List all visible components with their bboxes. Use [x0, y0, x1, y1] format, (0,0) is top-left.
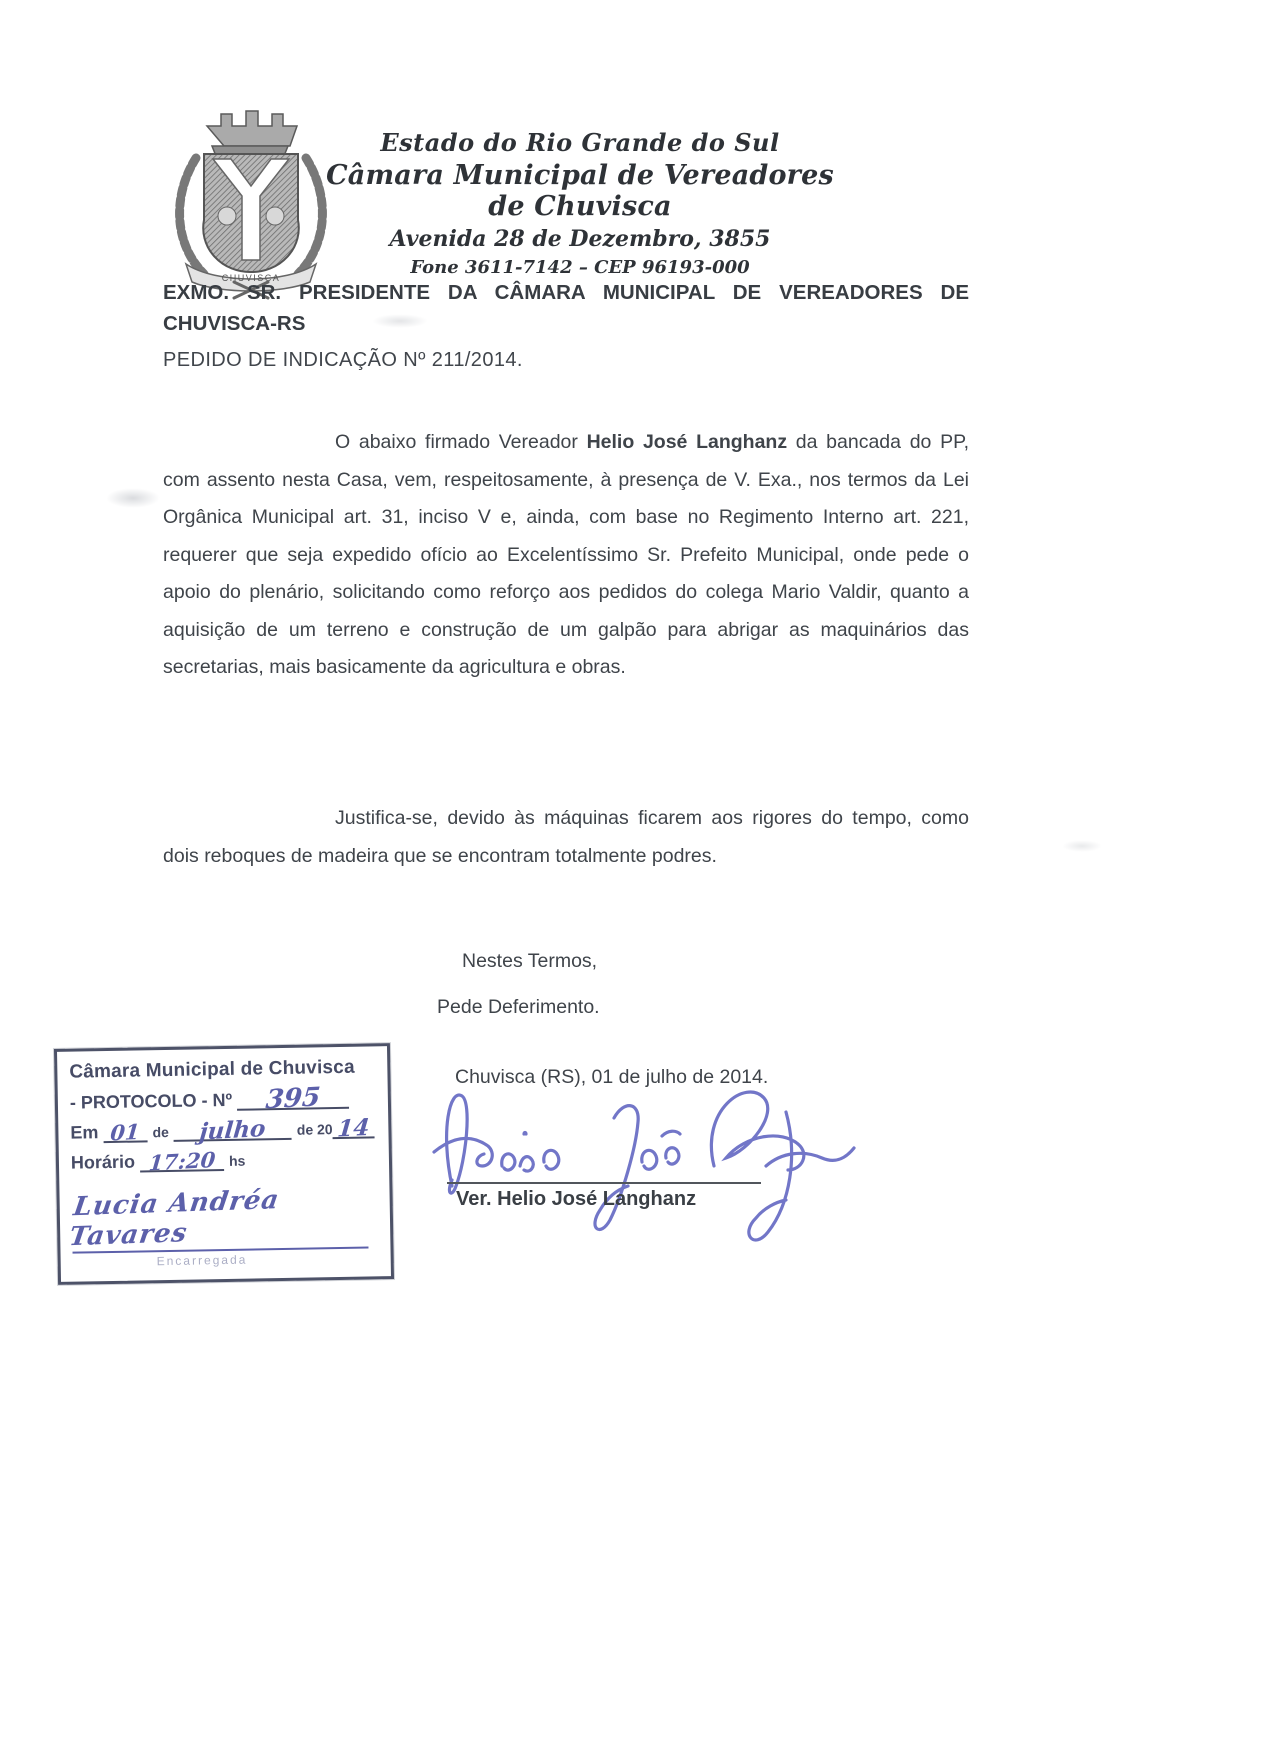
protocol-number-handwritten: 395	[264, 1082, 322, 1116]
stamp-protocol-label: - PROTOCOLO - Nº	[69, 1089, 233, 1113]
clerk-role-faint-text: Encarregada	[156, 1252, 248, 1269]
crest-charge-left	[218, 207, 236, 225]
crest-charge-right	[266, 207, 284, 225]
stamp-time-suffix: hs	[228, 1152, 246, 1169]
scan-smudge	[1062, 840, 1102, 852]
body-paragraph-2: Justifica-se, devido às máquinas ficarem aos rigores do tempo, como dois reboques de madeira que se encontram totalmente podres.	[163, 807, 969, 867]
addressee-block	[163, 277, 969, 339]
stamp-year-prefix: de 20	[296, 1121, 333, 1138]
vereador-signature	[428, 1072, 860, 1250]
signature-printed-name: Ver. Helio José Langhanz	[456, 1188, 697, 1210]
stamp-protocol-row	[69, 1082, 376, 1116]
closing-nestes-termos: Nestes Termos,	[462, 950, 598, 972]
vereador-name-bold: Helio José Langhanz	[586, 431, 788, 453]
addressee-line1: EXMO. SR. PRESIDENTE DA CÂMARA MUNICIPAL DE VEREADORES DE	[163, 281, 969, 304]
clerk-signature-handwritten: Lucia Andréa Tavares	[67, 1185, 282, 1253]
date-year-handwritten: 14	[336, 1113, 371, 1143]
date-year-field	[333, 1113, 375, 1143]
letterhead-state-line: Estado do Rio Grande do Sul	[380, 128, 780, 157]
stamp-time-row	[70, 1146, 377, 1176]
date-day-handwritten: 01	[109, 1118, 142, 1146]
signature-line	[447, 1182, 761, 1184]
document-title: PEDIDO DE INDICAÇÃO Nº 211/2014.	[163, 349, 523, 371]
letterhead	[310, 128, 850, 278]
date-month-handwritten: julho	[198, 1115, 268, 1146]
stamp-de-label: de	[152, 1123, 169, 1141]
stamp-date-prefix: Em	[70, 1122, 99, 1143]
place-date-line: Chuvisca (RS), 01 de julho de 2014.	[455, 1066, 769, 1088]
crest-banner-text: CHUVISCA	[221, 273, 281, 283]
time-handwritten: 17:20	[147, 1146, 217, 1176]
crest-laurel-left	[180, 158, 204, 274]
stamp-date-row	[70, 1113, 376, 1146]
body-paragraph-1	[163, 424, 969, 687]
closing-pede-deferimento: Pede Deferimento.	[437, 996, 600, 1018]
stamp-time-label: Horário	[70, 1151, 136, 1173]
letterhead-org-line: Câmara Municipal de Vereadores de Chuvisca	[326, 160, 834, 222]
letterhead-phone-line: Fone 3611-7142 – CEP 96193-000	[410, 257, 750, 278]
protocol-stamp	[54, 1043, 394, 1285]
date-day-field	[103, 1118, 147, 1146]
scan-smudge	[106, 488, 160, 508]
time-field	[140, 1146, 224, 1176]
addressee-line2: CHUVISCA-RS	[163, 312, 306, 335]
clerk-signature-line	[67, 1185, 368, 1254]
body-p1-lead: O abaixo firmado Vereador	[335, 431, 587, 453]
stamp-org-name: Câmara Municipal de Chuvisca	[69, 1056, 355, 1083]
crest-crown	[207, 111, 297, 156]
protocol-number-field	[237, 1082, 349, 1116]
letterhead-address-line: Avenida 28 de Dezembro, 3855	[389, 226, 771, 252]
body-p1-rest: da bancada do PP, com assento nesta Casa, vem, respeitosamente, à presença de V. Exa., nos termos da Lei Orgânica Municipal art. 31, inciso V e, ainda, com base no Regimento Interno art. 221, requerer que seja expedido ofício ao Excelentíssimo Sr. Prefeito Municipal, onde pede o apoio do plenário, solicitando como reforço aos pedidos do colega Mario Valdir, quanto a aquisição de um terreno e construção de um galpão para abrigar as maquinários das secretarias, mais basicamente da agricultura e obras.	[163, 431, 969, 678]
date-month-field	[174, 1115, 292, 1146]
